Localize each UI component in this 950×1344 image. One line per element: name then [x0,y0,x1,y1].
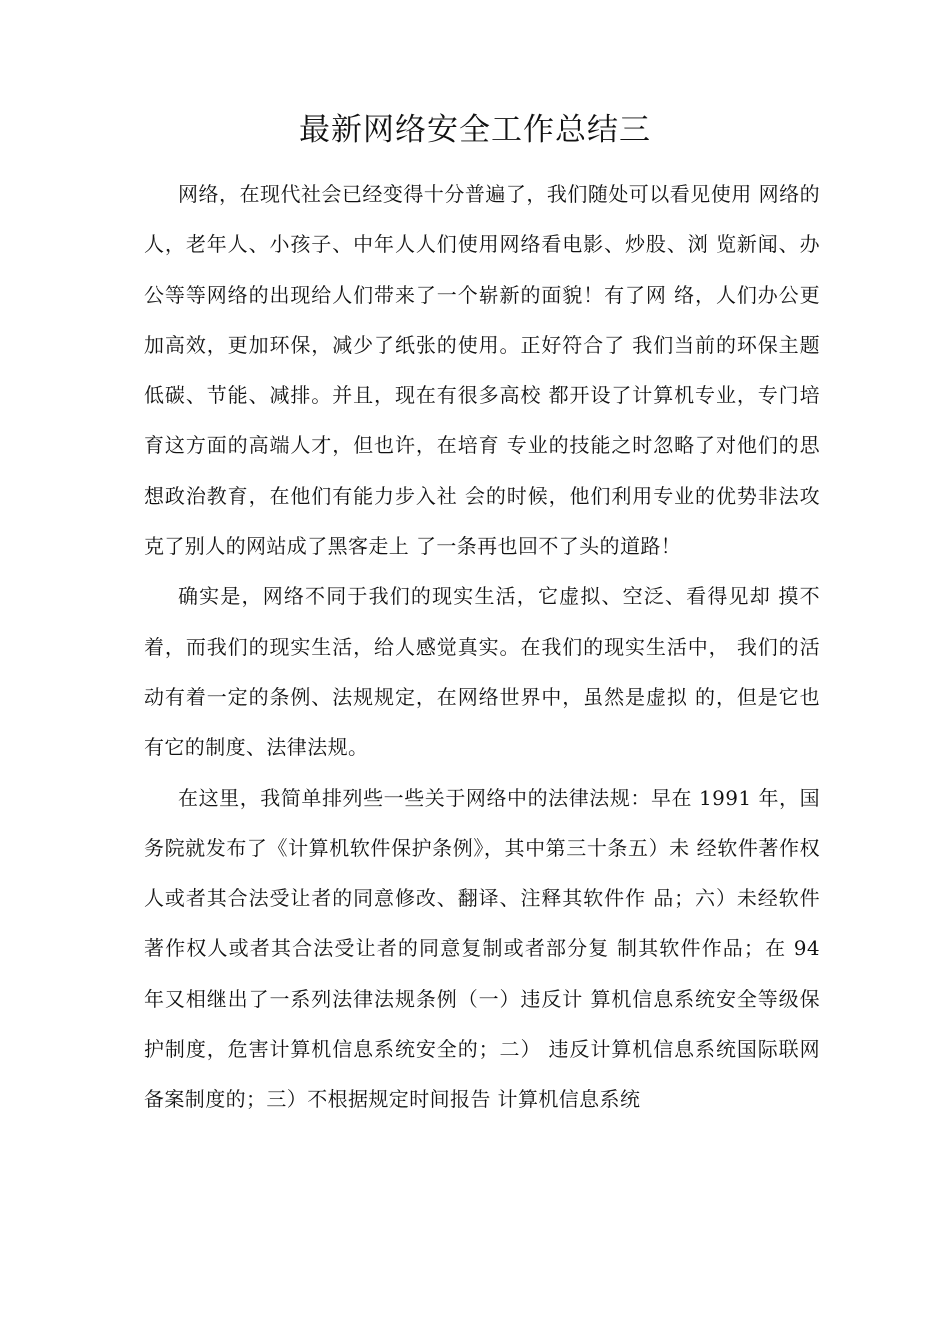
paragraph-2: 确实是，网络不同于我们的现实生活，它虚拟、空泛、看得见却 摸不着，而我们的现实生活，给人感觉真实。在我们的现实生活中， 我们的活动有着一定的条例、法规规定，在网络世界中，虽然是虚拟 的，但是它也有它的制度、法律法规。 [144,584,820,760]
document-title: 最新网络安全工作总结三 [299,112,651,148]
paragraph-3: 在这里，我简单排列些一些关于网络中的法律法规：早在 1991 年，国务院就发布了《计算机软件保护条例》，其中第三十条五）未 经软件著作权人或者其合法受让者的同意修改、翻译、注释其软件作 品；六）未经软件著作权人或者其合法受让者的同意复制或者部分复 制其软件作品；在 94 年又相继出了一系列法律法规条例（一）违反计 算机信息系统安全等级保护制度，危害计算机信息系统安全的；二） 违反计算机信息系统国际联网备案制度的；三）不根据规定时间报告 计算机信息系统 [144,785,820,1112]
document-body [144,169,820,1125]
paragraph-1: 网络，在现代社会已经变得十分普遍了，我们随处可以看见使用 网络的人，老年人、小孩子、中年人人们使用网络看电影、炒股、浏 览新闻、办公等等网络的出现给人们带来了一个崭新的面貌！有了网 络，人们办公更加高效，更加环保，减少了纸张的使用。正好符合了 我们当前的环保主题 低碳、节能、减排。并且，现在有很多高校 都开设了计算机专业，专门培育这方面的高端人才，但也许，在培育 专业的技能之时忽略了对他们的思想政治教育，在他们有能力步入社 会的时候，他们利用专业的优势非法攻克了别人的网站成了黑客走上 了一条再也回不了头的道路！ [144,182,820,559]
